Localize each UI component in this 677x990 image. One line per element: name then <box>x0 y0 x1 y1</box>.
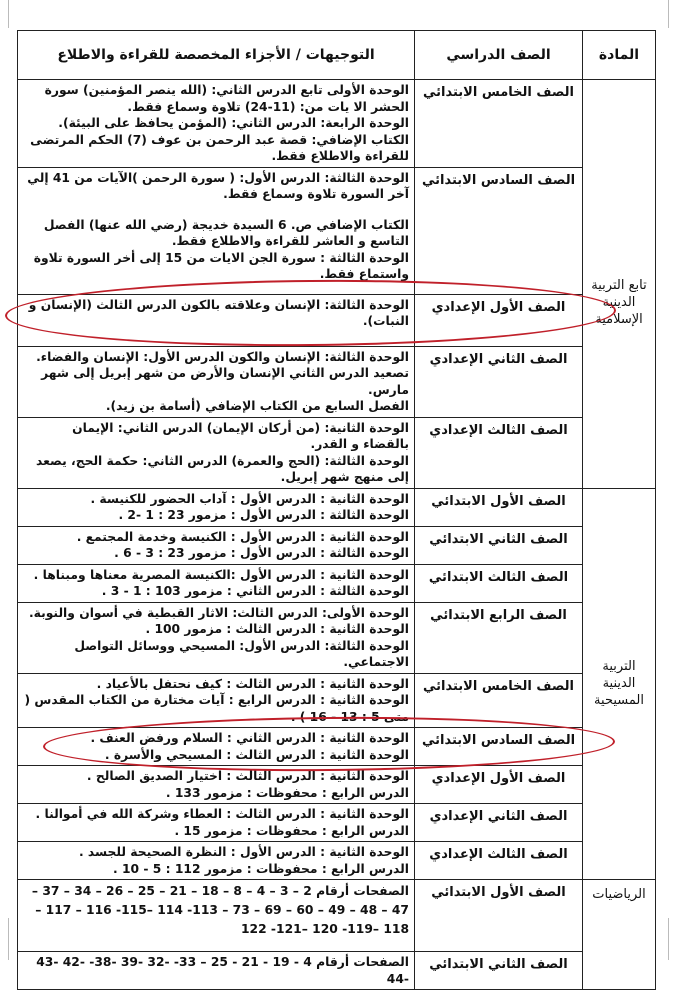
table-row <box>18 417 656 488</box>
table-row <box>18 564 656 602</box>
content-line: الوحدة الثالثة: الإنسان وعلاقته بالكون الدرس الثالث (الإنسان و النبات). <box>28 297 409 328</box>
table-row <box>18 526 656 564</box>
content-cell <box>18 80 415 168</box>
grade-cell: الصف الخامس الابتدائي <box>415 673 583 728</box>
content-line: الوحدة الثالثة: الدرس الأول: المسيحي ووسائل التواصل الاجتماعي. <box>74 638 409 669</box>
content-cell <box>18 346 415 417</box>
content-cell <box>18 766 415 804</box>
header-subject: المادة <box>583 31 656 80</box>
content-cell <box>18 602 415 673</box>
subject-math: الرياضيات <box>583 880 656 990</box>
grade-cell: الصف الثالث الإعدادي <box>415 842 583 880</box>
grade-cell: الصف الثالث الابتدائي <box>415 564 583 602</box>
table-row <box>18 167 656 294</box>
grade-cell: الصف الرابع الابتدائي <box>415 602 583 673</box>
content-line: الوحدة الأولى تابع الدرس الثاني: (الله ينصر المؤمنين) سورة الحشر الا يات من: (11-24) تلاوة وسماع فقط. <box>44 83 409 114</box>
content-cell <box>18 564 415 602</box>
content-line: الوحدة الثالثة: (الحج والعمرة) الدرس الثاني: حكمة الحج، يصعد إلى منهج شهر إبريل. <box>35 453 409 484</box>
grade-cell: الصف الثاني الإعدادي <box>415 346 583 417</box>
content-line: الوحدة الثالثة : الدرس الأول : مزمور 23 : 1 -2 . <box>118 508 409 522</box>
content-line: الوحدة الثانية: (من أركان الإيمان) الدرس الثاني: الإيمان بالقضاء و القدر. <box>72 420 409 451</box>
header-grade: الصف الدراسي <box>415 31 583 80</box>
margin-mark <box>8 918 9 960</box>
content-cell <box>18 488 415 526</box>
subject-islamic: تابع التربية الدينية الإسلامية <box>583 80 656 489</box>
table-row <box>18 842 656 880</box>
content-line: الوحدة الثانية : الدرس الأول :الكنيسة المصرية معناها ومبناها . <box>33 567 409 582</box>
header-content: التوجيهات / الأجزاء المخصصة للقراءة والاطلاع <box>18 31 415 80</box>
grade-cell: الصف الثالث الإعدادي <box>415 417 583 488</box>
content-line: الوحدة الثالثة : الدرس الثاني : مزمور 103 : 1 - 3 . <box>101 584 409 598</box>
grade-cell: الصف السادس الابتدائي <box>415 167 583 294</box>
content-line: الوحدة الثانية : الدرس الثالث : مزمور 100 . <box>145 622 409 636</box>
table-row <box>18 804 656 842</box>
content-cell <box>18 294 415 346</box>
margin-mark <box>8 0 9 28</box>
content-cell <box>18 880 415 952</box>
content-line: الوحدة الثانية : الدرس الأول : النظرة الصحيحة للجسد . <box>78 845 409 859</box>
table-row <box>18 602 656 673</box>
table-row <box>18 294 656 346</box>
content-cell <box>18 842 415 880</box>
content-line: الكتاب الإضافي ص. 6 السيدة خديجة (رضي الله عنها) الفصل التاسع و العاشر للقراءة والاطلاع فقط. <box>43 217 409 248</box>
table-row <box>18 766 656 804</box>
content-line: الوحدة الثانية : الدرس الثاني : السلام ورفض العنف . <box>90 731 409 745</box>
content-line: الوحدة الثالثة : سورة الجن الايات من 15 إلى أخر السورة تلاوة واستماع فقط. <box>33 250 409 281</box>
table-row <box>18 952 656 990</box>
subject-christian: التربية الدينية المسيحية <box>583 488 656 880</box>
content-line: الدرس الرابع : محفوظات : مزمور 133 . <box>165 785 409 800</box>
table-row <box>18 488 656 526</box>
content-line: الوحدة الثالثة: الدرس الأول: ( سورة الرحمن )الآيات من 41 إلي آخر السورة تلاوة وسماع فقط. <box>27 170 409 201</box>
grade-cell: الصف الثاني الإعدادي <box>415 804 583 842</box>
content-line: الوحدة الرابعة: الدرس الثاني: (المؤمن يحافظ على البيئة). <box>58 116 409 130</box>
grade-cell: الصف الأول الإعدادي <box>415 294 583 346</box>
content-cell <box>18 728 415 766</box>
table-row <box>18 728 656 766</box>
table-row <box>18 673 656 728</box>
content-line: الوحدة الثانية : الدرس الثالث : اختيار الصديق الصالح . <box>86 769 409 783</box>
content-line: الوحدة الثالثة : الدرس الأول : مزمور 23 : 3 - 6 . <box>114 546 409 560</box>
grade-cell: الصف الأول الإعدادي <box>415 766 583 804</box>
content-line: الوحدة الثالثة: الإنسان والكون الدرس الأول: الإنسان والفضاء. <box>36 349 409 364</box>
content-cell <box>18 673 415 728</box>
content-line: الوحدة الثانية : الدرس الثالث : كيف نحتفل بالأعياد . <box>96 676 409 691</box>
content-line: الدرس الرابع : محفوظات : مزمور 112 : 5 - 10 . <box>113 861 409 876</box>
table-row <box>18 346 656 417</box>
content-line: الوحدة الأولى: الدرس الثالث: الاثار القبطية في أسوان والنوبة. <box>28 605 409 620</box>
content-line: الوحدة الثانية : الدرس الثالث : المسيحي والأسرة . <box>104 747 409 762</box>
content-line: الوحدة الثانية : الدرس الأول : الكنيسة وخدمة المجتمع . <box>76 529 409 544</box>
content-line: الصفحات أرقام 4 - 19 - 21 - 25 – 33- -32 -39 -38- -42 -43 -44 <box>36 955 409 986</box>
header-row <box>18 31 656 80</box>
grade-cell: الصف الأول الابتدائي <box>415 488 583 526</box>
content-cell <box>18 804 415 842</box>
content-line: الفصل السابع من الكتاب الإضافي (أسامة بن زيد). <box>105 399 409 413</box>
content-line: تصعيد الدرس الثاني الإنسان والأرض من شهر إبريل إلى شهر مارس. <box>41 366 409 397</box>
curriculum-table <box>17 30 656 990</box>
content-cell <box>18 526 415 564</box>
content-line: الوحدة الثانية : الدرس الرابع : آيات مختارة من الكتاب المقدس ( متى 5 : 13 - 16 ) . <box>24 693 409 724</box>
table-row <box>18 880 656 952</box>
grade-cell: الصف السادس الابتدائي <box>415 728 583 766</box>
margin-mark <box>668 0 669 28</box>
content-cell <box>18 167 415 294</box>
grade-cell: الصف الأول الابتدائي <box>415 880 583 952</box>
content-cell <box>18 952 415 990</box>
grade-cell: الصف الثاني الابتدائي <box>415 526 583 564</box>
table-row <box>18 80 656 168</box>
content-spacer <box>23 203 409 217</box>
content-line: الصفحات أرقام 2 – 3 – 4 – 8 – 18 – 21 – 25 – 26 – 34 – 37 – 47 – 48 – 49 – 60 – 69 – 73 – 113- 114 –115- 116 – 117 – 118 –119- 120 –121- 122 <box>31 884 409 936</box>
content-line: الدرس الرابع : محفوظات : مزمور 15 . <box>174 823 409 838</box>
grade-cell: الصف الخامس الابتدائي <box>415 80 583 168</box>
grade-cell: الصف الثاني الابتدائي <box>415 952 583 990</box>
content-line: الوحدة الثانية : الدرس الأول : آداب الحضور للكنيسة . <box>90 491 409 506</box>
content-line: الكتاب الإضافي: قصة عبد الرحمن بن عوف (7) الحكم المرتضى للقراءة والاطلاع فقط. <box>30 132 409 163</box>
margin-mark <box>668 918 669 960</box>
content-cell <box>18 417 415 488</box>
content-line: الوحدة الثانية : الدرس الثالث : العطاء وشركة الله في أموالنا . <box>35 807 409 821</box>
